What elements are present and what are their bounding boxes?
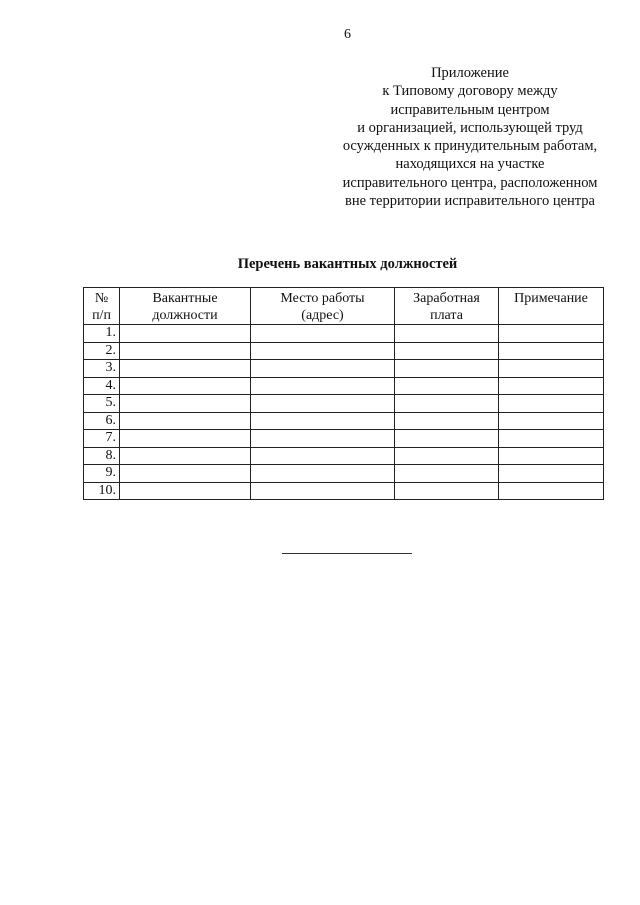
table-cell (395, 465, 499, 483)
table-cell (120, 482, 251, 500)
table-cell (499, 360, 604, 378)
header-note: Примечание (499, 288, 604, 325)
table-cell (395, 395, 499, 413)
appendix-line: находящихся на участке (395, 156, 545, 173)
table-cell (251, 395, 395, 413)
table-row (84, 412, 604, 430)
table-cell (499, 412, 604, 430)
row-number: 4. (84, 377, 120, 395)
table-body (84, 325, 604, 500)
table-cell (120, 342, 251, 360)
table-cell (395, 360, 499, 378)
header-number: № п/п (84, 288, 120, 325)
page-number: 6 (344, 27, 351, 42)
table-cell (120, 360, 251, 378)
row-number: 10. (84, 482, 120, 500)
row-number: 7. (84, 430, 120, 448)
table-cell (251, 482, 395, 500)
appendix-line: осужденных к принудительным работам, (342, 138, 598, 155)
appendix-line: и организацией, использующей труд (357, 119, 583, 136)
table-cell (251, 360, 395, 378)
header-workplace: Место работы (адрес) (251, 288, 395, 325)
table-cell (251, 412, 395, 430)
table-cell (251, 430, 395, 448)
document-title: Перечень вакантных должностей (237, 256, 458, 272)
row-number: 1. (84, 325, 120, 343)
table-cell (395, 342, 499, 360)
table-row (84, 325, 604, 343)
table-cell (120, 412, 251, 430)
row-number: 2. (84, 342, 120, 360)
table-cell (499, 430, 604, 448)
separator-line (282, 553, 412, 554)
vacancies-table (83, 287, 604, 500)
table-cell (251, 447, 395, 465)
appendix-header (320, 64, 620, 210)
table-cell (499, 377, 604, 395)
table-cell (120, 465, 251, 483)
table-cell (251, 377, 395, 395)
table-row (84, 360, 604, 378)
table-cell (499, 465, 604, 483)
table-row (84, 395, 604, 413)
table-row (84, 377, 604, 395)
table-cell (251, 325, 395, 343)
table-row (84, 430, 604, 448)
table-row (84, 465, 604, 483)
table-cell (395, 377, 499, 395)
table-row (84, 482, 604, 500)
table-cell (395, 430, 499, 448)
row-number: 5. (84, 395, 120, 413)
table-cell (499, 342, 604, 360)
table-cell (120, 377, 251, 395)
table-row (84, 447, 604, 465)
table-cell (395, 325, 499, 343)
table-cell (251, 342, 395, 360)
header-salary: Заработная плата (395, 288, 499, 325)
table-row (84, 342, 604, 360)
row-number: 3. (84, 360, 120, 378)
table-cell (120, 395, 251, 413)
row-number: 6. (84, 412, 120, 430)
table-cell (120, 447, 251, 465)
table-header-row (84, 288, 604, 325)
appendix-line: вне территории исправительного центра (345, 193, 595, 210)
table-cell (120, 430, 251, 448)
header-vacant-positions: Вакантные должности (120, 288, 251, 325)
table-cell (499, 395, 604, 413)
table-cell (120, 325, 251, 343)
row-number: 8. (84, 447, 120, 465)
table-cell (395, 412, 499, 430)
appendix-line: Приложение (431, 65, 509, 81)
table-cell (395, 482, 499, 500)
appendix-line: к Типовому договору между (382, 83, 558, 100)
table-cell (395, 447, 499, 465)
table-cell (499, 447, 604, 465)
table-cell (499, 482, 604, 500)
appendix-line: исправительного центра, расположенном (342, 174, 598, 191)
table-cell (251, 465, 395, 483)
row-number: 9. (84, 465, 120, 483)
table-cell (499, 325, 604, 343)
appendix-line: исправительным центром (390, 101, 550, 118)
